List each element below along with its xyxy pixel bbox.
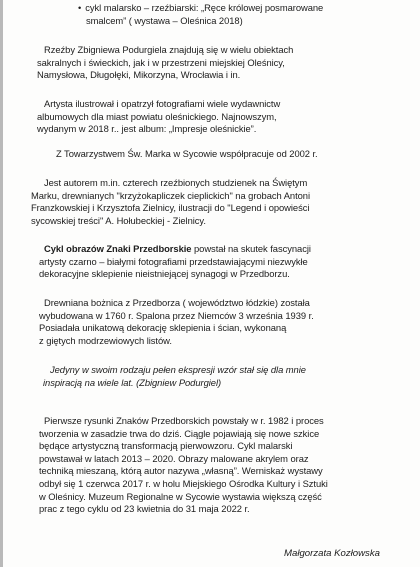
text-line: sycowskiej treści" A. Hołubeckiej - Zielnicy. <box>31 214 206 226</box>
text-line: z giętych modrzewiowych listów. <box>39 334 172 346</box>
paragraph-history <box>39 415 420 516</box>
paragraph-synagogue <box>39 297 420 347</box>
paragraph-society <box>56 148 420 161</box>
bullet-line-1: • cykl malarsko – rzeźbiarski: „Ręce królowej posmarowane <box>78 2 420 15</box>
text-line: Jest autorem m.in. czterech rzeźbionych studzienek na Świętym <box>44 177 308 188</box>
text-line: prac z tego cyklu od 23 kwietnia do 31 maja 2022 r. <box>39 503 250 515</box>
text-line: w Oleśnicy. Muzeum Regionalne w Sycowie wystawia większą część <box>39 490 322 502</box>
author-signature: Małgorzata Kozłowska <box>284 548 380 559</box>
paragraph-sculptures <box>37 44 420 82</box>
text-line: będące artystyczną transformacją pierwowzoru. Cykl malarski <box>39 440 293 452</box>
paragraph-cycle <box>39 243 420 281</box>
page-edge-shadow <box>0 0 3 567</box>
paragraph-quote <box>43 364 420 389</box>
text-line: Jedyny w swoim rodzaju pełen ekspresji wzór stał się dla mnie <box>50 364 306 375</box>
text-line: Drewniana bożnica z Przedborza ( województwo łódzkie) została <box>44 297 310 308</box>
text-line: sakralnych i świeckich, jak i w przestrzeni miejskiej Oleśnicy, <box>37 56 285 68</box>
text-line: techniką mieszaną, którą autor nazywa „własną”. Werniskaż wystawy <box>39 465 323 477</box>
paragraph-illustrations <box>37 98 420 136</box>
text-line: inspiracją na wiele lat. (Zbigniew Podurgiel) <box>43 376 222 388</box>
text-line: wydanym w 2018 r.. jest album: „Impresje oleśnickie”. <box>37 123 257 135</box>
text-line: Rzeźby Zbigniewa Podurgiela znajdują się w wielu obiektach <box>44 44 294 55</box>
text-line: wybudowana w 1760 r. Spalona przez Niemców 3 września 1939 r. <box>39 309 314 321</box>
text-line: Namysłowa, Długołęki, Mikorzyna, Wrocławia i in. <box>37 69 241 81</box>
text-line: Artysta ilustrował i opatrzył fotografiami wiele wydawnictw <box>44 98 281 109</box>
text-line: odbył się 1 czerwca 2017 r. w holu Miejskiego Ośrodka Kultury i Sztuki <box>39 477 328 489</box>
text-line: tworzenia w zasadzie trwa do dziś. Ciągle pojawiają się nowe szkice <box>39 427 320 439</box>
bullet-line-2: smalcem” ( wystawa – Oleśnica 2018) <box>86 14 243 26</box>
text-line: Marku, drewnianych "krzyżokapliczek cieplickich" na grobach Antoni <box>31 189 311 201</box>
bullet-item <box>78 2 420 27</box>
cycle-title: Cykl obrazów Znaki Przedborskie <box>44 243 192 254</box>
text-line: Z Towarzystwem Św. Marka w Sycowie współpracuje od 2002 r. <box>56 148 318 159</box>
text-line: Posiadała unikatową dekorację sklepienia i ścian, wykonaną <box>39 322 287 334</box>
cycle-text: powstał na skutek fascynacji <box>191 243 311 254</box>
text-line <box>44 243 420 256</box>
paragraph-wells <box>31 177 420 227</box>
text-line: powstawał w latach 2013 – 2020. Obrazy malowane akrylem oraz <box>39 452 309 464</box>
text-line: Franzkowskiej i Krzysztofa Zielnicy, ilustracji do "Legend i opowieści <box>31 202 310 214</box>
text-line: albumowych dla miast powiatu oleśnickiego. Najnowszym, <box>37 110 277 122</box>
text-line: Pierwsze rysunki Znaków Przedborskich powstały w r. 1982 i proces <box>44 415 324 426</box>
text-line: dekoracyjne sklepienie nieistniejącej synagogi w Przedborzu. <box>39 268 290 280</box>
text-line: artysty czarno – białymi fotografiami przedstawiającymi niezwykłe <box>39 255 308 267</box>
